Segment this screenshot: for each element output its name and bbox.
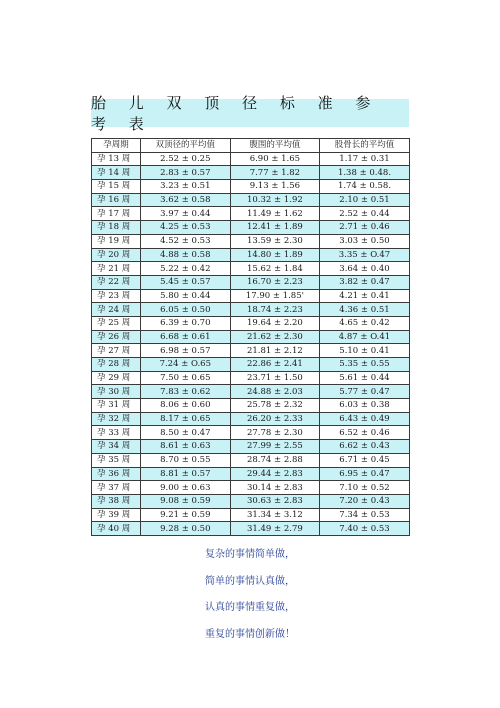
cell-bpd: 8.70 ± 0.55 [141, 453, 231, 467]
table-row [92, 248, 410, 262]
cell-bpd: 5.80 ± 0.44 [141, 289, 231, 303]
table-body [92, 152, 410, 535]
cell-fl: 7.34 ± 0.53 [320, 508, 410, 522]
header-fl-mean: 股骨长的平均值 [320, 139, 410, 153]
cell-fl: 5.35 ± 0.55 [320, 358, 410, 372]
cell-bpd: 6.98 ± 0.57 [141, 344, 231, 358]
table-row [92, 193, 410, 207]
cell-week: 孕 24 周 [92, 303, 141, 317]
table-row [92, 330, 410, 344]
cell-ac: 31.49 ± 2.79 [230, 522, 320, 536]
cell-bpd: 3.97 ± 0.44 [141, 207, 231, 221]
cell-bpd: 3.23 ± 0.51 [141, 180, 231, 194]
table-row [92, 303, 410, 317]
cell-ac: 15.62 ± 1.84 [230, 262, 320, 276]
cell-week: 孕 31 周 [92, 399, 141, 413]
cell-bpd: 7.50 ± 0.65 [141, 371, 231, 385]
cell-ac: 16.70 ± 2.23 [230, 275, 320, 289]
cell-ac: 11.49 ± 1.62 [230, 207, 320, 221]
table-row [92, 316, 410, 330]
cell-fl: 6.03 ± 0.38 [320, 399, 410, 413]
cell-week: 孕 34 周 [92, 440, 141, 454]
cell-bpd: 5.45 ± 0.57 [141, 275, 231, 289]
cell-bpd: 9.28 ± 0.50 [141, 522, 231, 536]
table-header-row [92, 139, 410, 153]
cell-week: 孕 25 周 [92, 316, 141, 330]
cell-ac: 12.41 ± 1.89 [230, 221, 320, 235]
cell-ac: 30.63 ± 2.83 [230, 494, 320, 508]
cell-fl: 3.35 ± O.47 [320, 248, 410, 262]
cell-ac: 30.14 ± 2.83 [230, 481, 320, 495]
cell-bpd: 6.68 ± 0.61 [141, 330, 231, 344]
cell-week: 孕 22 周 [92, 275, 141, 289]
cell-fl: 2.52 ± 0.44 [320, 207, 410, 221]
cell-ac: 31.34 ± 3.12 [230, 508, 320, 522]
cell-bpd: 7.24 ± O.65 [141, 358, 231, 372]
cell-week: 孕 14 周 [92, 166, 141, 180]
cell-ac: 14.80 ± 1.89 [230, 248, 320, 262]
table-row [92, 494, 410, 508]
table-row [92, 289, 410, 303]
cell-bpd: 8.17 ± 0.65 [141, 412, 231, 426]
cell-ac: 19.64 ± 2.20 [230, 316, 320, 330]
cell-week: 孕 37 周 [92, 481, 141, 495]
cell-ac: 27.78 ± 2.30 [230, 426, 320, 440]
cell-fl: 5.61 ± 0.44 [320, 371, 410, 385]
table-row [92, 522, 410, 536]
cell-fl: 3.82 ± 0.47 [320, 275, 410, 289]
cell-fl: 2.10 ± 0.51 [320, 193, 410, 207]
cell-week: 孕 38 周 [92, 494, 141, 508]
cell-week: 孕 30 周 [92, 385, 141, 399]
cell-bpd: 6.05 ± 0.50 [141, 303, 231, 317]
motto-line: 复杂的事情简单做， [205, 549, 295, 560]
cell-ac: 21.81 ± 2.12 [230, 344, 320, 358]
cell-week: 孕 28 周 [92, 358, 141, 372]
cell-fl: 5.10 ± 0.41 [320, 344, 410, 358]
cell-bpd: 9.21 ± 0.59 [141, 508, 231, 522]
cell-ac: 7.77 ± 1.82 [230, 166, 320, 180]
cell-week: 孕 21 周 [92, 262, 141, 276]
cell-week: 孕 19 周 [92, 234, 141, 248]
table-row [92, 180, 410, 194]
table-row [92, 234, 410, 248]
cell-fl: 1.74 ± 0.58. [320, 180, 410, 194]
cell-bpd: 2.52 ± 0.25 [141, 152, 231, 166]
header-gestational-week: 孕周期 [92, 139, 141, 153]
cell-fl: 4.87 ± O.41 [320, 330, 410, 344]
cell-ac: 18.74 ± 2.23 [230, 303, 320, 317]
cell-bpd: 9.08 ± 0.59 [141, 494, 231, 508]
header-bpd-mean: 双顶径的平均值 [141, 139, 231, 153]
table-row [92, 481, 410, 495]
table-row [92, 358, 410, 372]
cell-ac: 10.32 ± 1.92 [230, 193, 320, 207]
cell-ac: 27.99 ± 2.55 [230, 440, 320, 454]
cell-fl: 6.95 ± 0.47 [320, 467, 410, 481]
table-row [92, 453, 410, 467]
cell-bpd: 7.83 ± 0.62 [141, 385, 231, 399]
table-row [92, 262, 410, 276]
cell-week: 孕 35 周 [92, 453, 141, 467]
cell-ac: 25.78 ± 2.32 [230, 399, 320, 413]
cell-week: 孕 32 周 [92, 412, 141, 426]
cell-fl: 6.71 ± 0.45 [320, 453, 410, 467]
cell-week: 孕 16 周 [92, 193, 141, 207]
cell-fl: 6.52 ± 0.46 [320, 426, 410, 440]
cell-bpd: 9.00 ± 0.63 [141, 481, 231, 495]
cell-ac: 29.44 ± 2.83 [230, 467, 320, 481]
table-row [92, 207, 410, 221]
cell-ac: 26.20 ± 2.33 [230, 412, 320, 426]
header-ac-mean: 腹围的平均值 [230, 139, 320, 153]
cell-fl: 4.65 ± 0.42 [320, 316, 410, 330]
cell-week: 孕 39 周 [92, 508, 141, 522]
table-row [92, 385, 410, 399]
motto-list [0, 545, 500, 651]
cell-bpd: 6.39 ± 0.70 [141, 316, 231, 330]
cell-bpd: 8.61 ± 0.63 [141, 440, 231, 454]
cell-ac: 21.62 ± 2.30 [230, 330, 320, 344]
cell-bpd: 8.50 ± 0.47 [141, 426, 231, 440]
cell-fl: 4.21 ± 0.41 [320, 289, 410, 303]
motto-line: 重复的事情创新做！ [205, 628, 295, 640]
cell-ac: 17.90 ± 1.85' [230, 289, 320, 303]
cell-week: 孕 36 周 [92, 467, 141, 481]
table-row [92, 426, 410, 440]
cell-bpd: 2.83 ± 0.57 [141, 166, 231, 180]
table-row [92, 399, 410, 413]
cell-week: 孕 33 周 [92, 426, 141, 440]
cell-ac: 9.13 ± 1.56 [230, 180, 320, 194]
cell-bpd: 4.25 ± 0.53 [141, 221, 231, 235]
reference-table [91, 138, 410, 536]
table-row [92, 508, 410, 522]
cell-bpd: 8.06 ± 0.60 [141, 399, 231, 413]
cell-fl: 5.77 ± 0.47 [320, 385, 410, 399]
table-row [92, 440, 410, 454]
cell-ac: 28.74 ± 2.88 [230, 453, 320, 467]
cell-week: 孕 29 周 [92, 371, 141, 385]
cell-fl: 1.38 ± 0.48. [320, 166, 410, 180]
cell-bpd: 3.62 ± 0.58 [141, 193, 231, 207]
motto-line: 简单的事情认真做， [205, 575, 295, 587]
cell-bpd: 4.88 ± 0.58 [141, 248, 231, 262]
cell-fl: 6.62 ± 0.43 [320, 440, 410, 454]
cell-fl: 7.40 ± 0.53 [320, 522, 410, 536]
cell-ac: 23.71 ± 1.50 [230, 371, 320, 385]
table-row [92, 467, 410, 481]
cell-ac: 24.88 ± 2.03 [230, 385, 320, 399]
cell-week: 孕 13 周 [92, 152, 141, 166]
cell-fl: 7.10 ± 0.52 [320, 481, 410, 495]
table-row [92, 166, 410, 180]
motto-line: 认真的事情重复做， [205, 602, 295, 613]
cell-ac: 22.86 ± 2.41 [230, 358, 320, 372]
cell-ac: 6.90 ± 1.65 [230, 152, 320, 166]
cell-week: 孕 23 周 [92, 289, 141, 303]
table-row [92, 221, 410, 235]
cell-week: 孕 20 周 [92, 248, 141, 262]
cell-fl: 4.36 ± 0.51 [320, 303, 410, 317]
cell-week: 孕 17 周 [92, 207, 141, 221]
table-row [92, 344, 410, 358]
cell-fl: 6.43 ± 0.49 [320, 412, 410, 426]
table-row [92, 275, 410, 289]
cell-fl: 3.03 ± 0.50 [320, 234, 410, 248]
cell-fl: 3.64 ± 0.40 [320, 262, 410, 276]
cell-week: 孕 18 周 [92, 221, 141, 235]
table-row [92, 152, 410, 166]
page-title: 胎 儿 双 顶 径 标 准 参 考 表 [91, 99, 409, 127]
cell-week: 孕 40 周 [92, 522, 141, 536]
cell-fl: 1.17 ± 0.31 [320, 152, 410, 166]
cell-ac: 13.59 ± 2.30 [230, 234, 320, 248]
cell-week: 孕 27 周 [92, 344, 141, 358]
cell-bpd: 5.22 ± 0.42 [141, 262, 231, 276]
table-row [92, 412, 410, 426]
cell-week: 孕 26 周 [92, 330, 141, 344]
cell-bpd: 8.81 ± 0.57 [141, 467, 231, 481]
cell-bpd: 4.52 ± 0.53 [141, 234, 231, 248]
cell-fl: 2.71 ± 0.46 [320, 221, 410, 235]
cell-fl: 7.20 ± 0.43 [320, 494, 410, 508]
table-row [92, 371, 410, 385]
cell-week: 孕 15 周 [92, 180, 141, 194]
